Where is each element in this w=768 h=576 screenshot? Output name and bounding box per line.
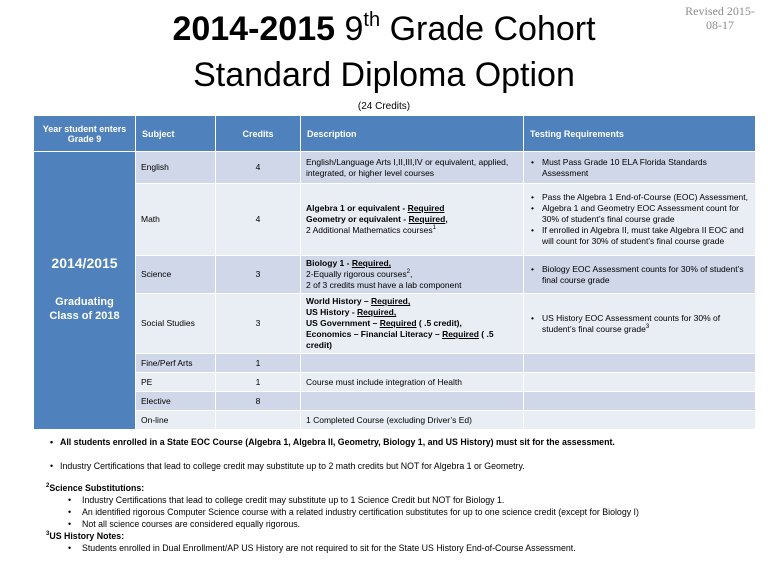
testing-science: [524, 256, 756, 294]
credits-english: 4: [216, 152, 301, 184]
subject-social: Social Studies: [136, 294, 216, 354]
testing-math-item-3: • If enrolled in Algebra II, must take Algebra II EOC and will count for 30% of student’s final course grade: [529, 225, 750, 247]
desc-elective: [301, 392, 524, 411]
title-grade-num: 9: [344, 10, 364, 48]
desc-social-a: World History –: [306, 296, 372, 306]
desc-online: 1 Completed Course (excluding Driver’s Ed): [301, 411, 524, 430]
desc-science-b-sup: 2: [406, 269, 410, 275]
desc-science: Biology 1 - Required, 2-Equally rigorous courses$^2$, 2 of 3 credits must have a lab component: [301, 256, 524, 294]
desc-social-c: US Government –: [306, 318, 380, 328]
credits-note: (24 Credits): [357, 101, 411, 112]
subject-fine-arts: Fine/Perf Arts: [136, 354, 216, 373]
credits-math: 4: [216, 184, 301, 256]
testing-social-sup: 3: [645, 323, 650, 330]
graduating-class: Graduating Class of 2018: [49, 296, 120, 322]
title-line2: Standard Diploma Option: [193, 56, 575, 94]
desc-social-c-req: Required: [379, 318, 417, 328]
testing-social: [524, 294, 756, 354]
year-cell: [34, 152, 136, 430]
testing-science-item: • Biology EOC Assessment counts for 30% of student’s final course grade: [529, 264, 750, 286]
table-row-social-studies: [34, 294, 756, 354]
note-industry: • Industry Certifications that lead to college credit may substitute up to 2 math credits but NOT for Algebra 1 or Geometry.: [48, 460, 758, 472]
desc-math-a-req: Required: [407, 203, 445, 213]
credits-science: 3: [216, 256, 301, 294]
desc-social-d-tail: ( .5 credit): [306, 329, 494, 350]
desc-science-a-req: Required,: [351, 258, 392, 268]
table-row-pe: [34, 373, 756, 392]
desc-science-c: 2 of 3 credits must have a lab component: [306, 280, 462, 290]
table-row-online: [34, 411, 756, 430]
testing-fine-arts: [524, 354, 756, 373]
table-header-row: [34, 116, 756, 152]
testing-elective: [524, 392, 756, 411]
testing-english: [524, 152, 756, 184]
testing-social-item: [529, 313, 750, 335]
desc-social-a-req: Required,: [371, 296, 411, 306]
title-rest: Grade Cohort: [389, 10, 596, 48]
us-sup: 3: [46, 531, 50, 537]
desc-pe: Course must include integration of Health: [301, 373, 524, 392]
table-row-elective: [34, 392, 756, 411]
footnotes: [48, 436, 758, 554]
subject-online: On-line: [136, 411, 216, 430]
title-grade-sup: th: [363, 9, 381, 31]
testing-english-item: • Must Pass Grade 10 ELA Florida Standards Assessment: [529, 157, 750, 179]
science-head-text: Science Substitutions:: [49, 483, 145, 493]
title-years: 2014-2015: [172, 10, 336, 48]
revised-line1: Revised 2015-: [685, 4, 755, 18]
subject-elective: Elective: [136, 392, 216, 411]
us-history-notes-heading: [46, 530, 758, 542]
credits-social: 3: [216, 294, 301, 354]
diploma-table: [33, 115, 756, 430]
table-row-english: [34, 152, 756, 184]
desc-math-c: 2 Additional Mathematics courses: [306, 225, 433, 235]
desc-math-c-sup: 1: [432, 225, 436, 231]
desc-social-d: Economics – Financial Literacy –: [306, 329, 443, 339]
entry-year: 2014/2015: [51, 255, 118, 271]
desc-social-b: US History -: [306, 307, 358, 317]
testing-math: [524, 184, 756, 256]
subject-science: Science: [136, 256, 216, 294]
testing-online: [524, 411, 756, 430]
testing-math-item-2: • Algebra 1 and Geometry EOC Assessment count for 30% of student’s final course grade: [529, 203, 750, 225]
desc-social-c-tail: ( .5 credit),: [416, 318, 462, 328]
credits-pe: 1: [216, 373, 301, 392]
subject-pe: PE: [136, 373, 216, 392]
us-history-item-1: • Students enrolled in Dual Enrollment/AP US History are not required to sit for the State US History End-of-Course Assessment.: [60, 542, 758, 554]
science-item-1: • Industry Certifications that lead to college credit may substitute up to 1 Science Credit but NOT for Biology 1.: [60, 494, 758, 506]
desc-math: Algebra 1 or equivalent - Required Geometry or equivalent - Required, 2 Additional Mathematics courses$^1$: [301, 184, 524, 256]
science-sup: 2: [46, 483, 50, 489]
science-substitutions-heading: [46, 482, 758, 494]
desc-science-a: Biology 1 -: [306, 258, 352, 268]
col-description: Description: [301, 116, 524, 152]
table-row-fine-arts: [34, 354, 756, 373]
subject-math: Math: [136, 184, 216, 256]
testing-math-item-1: • Pass the Algebra 1 End-of-Course (EOC) Assessment,: [529, 192, 750, 203]
credits-elective: 8: [216, 392, 301, 411]
revised-date: [680, 4, 760, 32]
desc-social-d-req: Required: [442, 329, 479, 339]
revised-line2: 08-17: [706, 18, 734, 32]
desc-social-b-req: Required,: [357, 307, 397, 317]
col-credits: Credits: [216, 116, 301, 152]
desc-science-b: 2-Equally rigorous courses: [306, 269, 407, 279]
desc-fine-arts: [301, 354, 524, 373]
desc-english: English/Language Arts I,II,III,IV or equivalent, applied, integrated, or higher level courses: [301, 152, 524, 184]
desc-math-a: Algebra 1 or equivalent -: [306, 203, 408, 213]
desc-math-b: Geometry or equivalent -: [306, 214, 409, 224]
col-testing: Testing Requirements: [524, 116, 756, 152]
page-title: [0, 6, 768, 98]
credits-fine-arts: 1: [216, 354, 301, 373]
testing-pe: [524, 373, 756, 392]
science-item-2: • An identified rigorous Computer Science course with a related industry certification substitutes for up to one science credit (except for Biology I): [60, 506, 758, 518]
testing-social-text: US History EOC Assessment counts for 30% of student’s final course grade: [542, 312, 721, 334]
col-year: Year student enters Grade 9: [34, 116, 136, 152]
science-item-3: • Not all science courses are considered equally rigorous.: [60, 518, 758, 530]
col-subject: Subject: [136, 116, 216, 152]
table-row-math: [34, 184, 756, 256]
us-head-text: US History Notes:: [49, 531, 125, 541]
note-eoc: • All students enrolled in a State EOC Course (Algebra 1, Algebra II, Geometry, Biology 1, and US History) must sit for the assessment.: [48, 436, 758, 448]
subject-english: English: [136, 152, 216, 184]
table-row-science: [34, 256, 756, 294]
credits-online: [216, 411, 301, 430]
desc-social: [301, 294, 524, 354]
desc-math-b-req: Required: [408, 214, 446, 224]
